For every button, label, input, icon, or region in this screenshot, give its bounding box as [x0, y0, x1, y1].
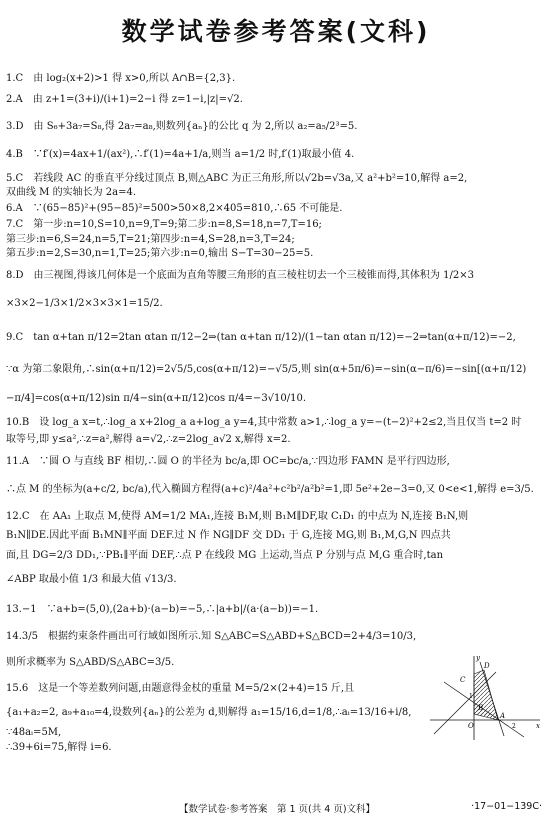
answer-line: 11.A ∵圆 O 与直线 BF 相切,∴圆 O 的半径为 bc/a,即 OC=bc/a,∵四边形 FAMN 是平行四边形, [6, 456, 450, 468]
answer-line: 4.B ∵f′(x)=4ax+1/(ax²),∴f′(1)=4a+1/a,则当 a=1/2 时,f′(1)取最小值 4. [6, 148, 355, 160]
answer-line: 1.C 由 log₂(x+2)>1 得 x>0,所以 A∩B={2,3}. [6, 73, 236, 84]
page-title: 数学试卷参考答案(文科) [121, 17, 431, 46]
answer-line: {a₁+a₂=2, a₉+a₁₀=4,设数列{aₙ}的公差为 d,则解得 a₁=15/16,d=1/8,∴aᵢ=13/16+i/8, [6, 707, 412, 719]
answer-line: 第五步:n=2,S=30,n=1,T=25;第六步:n=0,输出 S−T=30−25=5. [6, 247, 314, 259]
answer-line: ×3×2−1/3×1/2×3×3×1=15/2. [6, 298, 163, 310]
answer-line: −π/4]=cos(α+π/12)sin π/4−sin(α+π/12)cos π/4=−3√10/10. [6, 392, 307, 404]
answer-line: ∴39+6i=75,解得 i=6. [6, 741, 112, 753]
figure-label: O [468, 722, 474, 730]
answer-line: ∵α 为第二象限角,∴sin(α+π/12)=2√5/5,cos(α+π/12)=−√5/5,则 sin(α+5π/6)=−sin(α−π/6)=−sin[(α+π/12) [6, 364, 527, 376]
answer-line: 第三步:n=6,S=24,n=5,T=21;第四步:n=4,S=28,n=3,T=24; [6, 233, 295, 245]
answer-line: 8.D 由三视图,得该几何体是一个底面为直角等腰三角形的直三棱柱切去一个三棱锥而得,其体积为 1/2×3 [6, 270, 474, 282]
figure-label: 2 [512, 723, 516, 730]
figure-label: y [476, 654, 480, 662]
answer-line: ∵48aᵢ=5M, [6, 727, 62, 739]
answer-line: 面,且 DG=2/3 DD₁,∵PB₁∥平面 DEF,∴点 P 在线段 MG 上运动,当点 P 分别与点 M,G 重合时,tan [6, 550, 444, 562]
figure-label: C [460, 676, 466, 684]
answer-line: 9.C tan α+tan π/12=2tan αtan π/12−2⇒(tan α+tan π/12)/(1−tan αtan π/12)=−2⇒tan(α+π/12)=−2, [6, 332, 516, 344]
footer-page-info: 【数学试卷·参考答案 第 1 页(共 4 页)文科】 [178, 804, 376, 815]
feasible-region-figure [424, 652, 544, 742]
answer-line: ∠ABP 取最小值 1/3 和最大值 √13/3. [6, 574, 177, 586]
answer-line: ∴点 M 的坐标为(a+c/2, bc/a),代入椭圆方程得(a+c)²/4a²+c²b²/a²b²=1,即 5e²+2e−3=0,又 0<e<1,解得 e=3/5. [6, 484, 534, 496]
figure-label: 1 [469, 693, 473, 700]
answer-line: B₁N∥DE.因此平面 B₁MN∥平面 DEF.过 N 作 NG∥DF 交 DD₁ 于 G,连接 MG,则 B₁,M,G,N 四点共 [6, 529, 451, 541]
figure-label: A [500, 712, 506, 720]
answer-line: 6.A ∵(65−85)²+(95−85)²=500>50×8,2×405=810,∴65 不可能是. [6, 203, 343, 215]
figure-label: D [484, 662, 490, 670]
answer-line: 双曲线 M 的实轴长为 2a=4. [6, 187, 137, 199]
answer-line: 13.−1 ∵a+b=(5,0),(2a+b)·(a−b)=−5,∴|a+b|/(a·(a−b))=−1. [6, 604, 319, 616]
answer-line: 则所求概率为 S△ABD/S△ABC=3/5. [6, 656, 175, 668]
answer-line: 5.C 若线段 AC 的垂直平分线过顶点 B,则△ABC 为正三角形,所以√2b=√3a,又 a²+b²=10,解得 a=2, [6, 172, 468, 184]
answer-line: 14.3/5 根据约束条件画出可行域如图所示.知 S△ABC=S△ABD+S△BCD=2+4/3=10/3, [6, 630, 417, 642]
answer-line: 15.6 这是一个等差数列问题,由题意得金杖的重量 M=5/2×(2+4)=15 斤,且 [6, 683, 355, 695]
answer-line: 10.B 设 log_a x=t,∴log_a x+2log_a a+log_a y=4,其中常数 a>1,∴log_a y=−(t−2)²+2≤2,当且仅当 t=2 时 [6, 416, 522, 428]
figure-label: x [536, 722, 540, 730]
footer-code: ·17−01−139C· [471, 801, 542, 812]
answer-line: 3.D 由 S₆+3a₇=S₈,得 2a₇=a₈,则数列{aₙ}的公比 q 为 2,所以 a₂=a₅/2³=5. [6, 121, 358, 133]
answer-line: 取等号,即 y≤a²,∴z=a²,解得 a=√2,∴z=2log_a√2 x,解得 x=2. [6, 434, 291, 446]
answer-line: 2.A 由 z+1=(3+i)/(i+1)=2−i 得 z=1−i,|z|=√2. [6, 94, 243, 106]
answer-line: 7.C 第一步:n=10,S=10,n=9,T=9;第二步:n=8,S=18,n=7,T=16; [6, 219, 322, 231]
answer-line: 12.C 在 AA₁ 上取点 M,使得 AM=1/2 MA₁,连接 B₁M,则 B₁M∥DF,取 C₁D₁ 的中点为 N,连接 B₁N,则 [6, 510, 469, 522]
figure-label: B [478, 704, 484, 712]
